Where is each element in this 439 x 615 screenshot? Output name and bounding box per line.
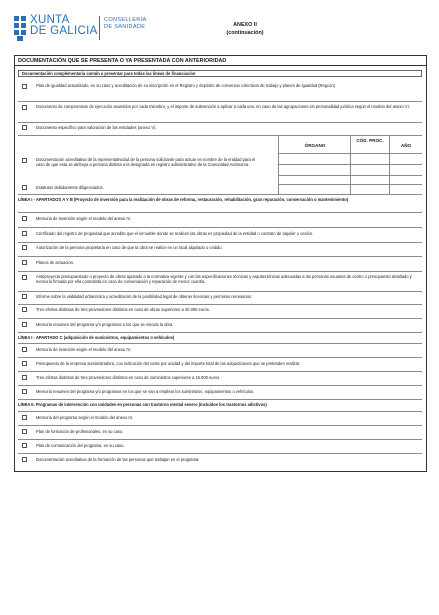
page-header: [0, 0, 439, 50]
list-item: Plan de comunicación del programa, en su caso.: [18, 443, 422, 450]
checkbox[interactable]: [22, 216, 27, 221]
checkbox[interactable]: [22, 429, 27, 434]
list-item: Documentación acreditativa de la representatividad de la persona solicitante para actuar en nombre de la entidad para el caso de que esta se atribuya a persona distinta a la designada en registro administrativo de la Comunidad Autónoma.: [18, 157, 258, 177]
linea1-c-heading: LÍNEA I - APARTADO C (adquisición de suministros, equipamientos o vehículos): [18, 335, 175, 340]
list-item: Autorización de la persona propietaria en caso de que la obra se realice en un local alquilado o cedido.: [18, 245, 422, 252]
checkbox[interactable]: [22, 457, 27, 462]
checkbox[interactable]: [22, 322, 27, 327]
checkbox[interactable]: [22, 260, 27, 265]
checkbox[interactable]: [22, 443, 27, 448]
list-item: Documento específico para valoración de las entidades (anexo V).: [18, 125, 422, 132]
list-item: Documento de compromisos de ejecución asumidos por cada miembro, y el importe de subvención a aplicar a cada uno, en caso de las agrupaciones sin personalidad jurídica según el modelo del anexo VI.: [18, 104, 422, 118]
list-item: Memoria resumen del programa y/o programas en los que se van a emplear los suministros, equipamientos o vehículos.: [18, 389, 422, 396]
checkbox[interactable]: [22, 185, 27, 190]
column-header-cod-proc: CÓD. PROC.: [356, 138, 384, 143]
checkbox[interactable]: [22, 375, 27, 380]
checkbox[interactable]: [22, 389, 27, 394]
common-section-heading: Documentación complementaria común a presentar para todas las líneas de financiación: [18, 70, 422, 77]
list-item: Memoria de inversión según el modelo del anexo IV.: [18, 216, 422, 223]
linea1-ab-heading: LÍNEA I - APARTADOS A Y B (Proyecto de inversión para la realización de obras de reforma, restauración, rehabilitación, gran reparación, conservación o mantenimiento): [18, 197, 349, 202]
list-item: Tres ofertas distintas de tres proveedores distintos en caso de obras superiores a 40.000 euros.: [18, 307, 422, 314]
column-header-ano: AÑO: [400, 143, 412, 148]
column-header-organo: ÓRGANO: [304, 143, 326, 148]
anexo-subtitle: (continuación): [226, 30, 264, 36]
list-item: Estatutos debidamente diligenciados.: [18, 185, 258, 192]
anexo-heading: [200, 21, 290, 37]
list-item: Memoria de inversión según el modelo del anexo IV.: [18, 347, 422, 354]
checkbox[interactable]: [22, 361, 27, 366]
list-item: Anteproyecto presupuestado o proyecto de obras ajustado a la normativa vigente y con las especificaciones técnicas y arquitectónicas adecuadas a las personas usuarias de centro o presupuesto detallado y memoria firmada por ella contratista en caso de conservación y reparación de menor cuantía.: [18, 274, 422, 288]
list-item: Memoria del programa según el modelo del anexo III.: [18, 415, 422, 422]
list-item: Plan de formación de profesionales, en su caso.: [18, 429, 422, 436]
list-item: Tres ofertas distintas de tres proveedores distintos en caso de suministros superiores a 15.000 euros.: [18, 375, 422, 382]
checkbox[interactable]: [22, 415, 27, 420]
list-item: Plan de igualdad actualizado, en su caso y acreditación de su inscripción en el Registro y depósito de convenios colectivos de trabajo y planes de igualdad (Regcon): [18, 83, 422, 99]
checkbox[interactable]: [22, 105, 27, 110]
conselleria-name: CONSELLERÍA DE SANIDADE: [104, 17, 147, 30]
checkbox[interactable]: [22, 125, 27, 130]
checkbox[interactable]: [22, 158, 27, 163]
brand-name: XUNTA DE GALICIA: [30, 14, 98, 37]
checkbox[interactable]: [22, 84, 27, 89]
brand-divider: [99, 16, 100, 40]
xunta-logo-icon: [14, 16, 26, 41]
checkbox[interactable]: [22, 294, 27, 299]
list-item: Documentación acreditativa de la formación de las personas que trabajan en el programa.: [18, 457, 422, 464]
checkbox[interactable]: [22, 231, 27, 236]
checkbox[interactable]: [22, 347, 27, 352]
documentation-form: [14, 55, 427, 472]
list-item: Informe sobre la viabilidad urbanística y acreditación de la posibilidad legal de obtener licencias y permisos necesarios.: [18, 294, 422, 301]
list-item: Memoria resumen del programa y/o programas a los que se vincula la obra.: [18, 322, 422, 329]
list-item: Certificado del registro de propiedad que acredite que el inmueble donde se realicen las obras es propiedad de la entidad o contrato de alquiler o cesión.: [18, 231, 422, 238]
checkbox[interactable]: [22, 307, 27, 312]
form-title: DOCUMENTACIÓN QUE SE PRESENTA O YA PRESENTADA CON ANTERIORIDAD: [15, 56, 426, 66]
anexo-title: ANEXO II: [233, 22, 257, 28]
linea2-heading: LÍNEA II. Programas de intervención con unidades en personas con trastorno mental severo (incluidos los trastornos adictivos): [18, 402, 267, 407]
list-item: Planos de actuación.: [18, 260, 422, 267]
checkbox[interactable]: [22, 245, 27, 250]
list-item: Presupuesto de la empresa suministradora, con indicación del coste por unidad y del importe total de las adquisiciones que se pretenden realizar.: [18, 361, 422, 368]
checkbox[interactable]: [22, 275, 27, 280]
